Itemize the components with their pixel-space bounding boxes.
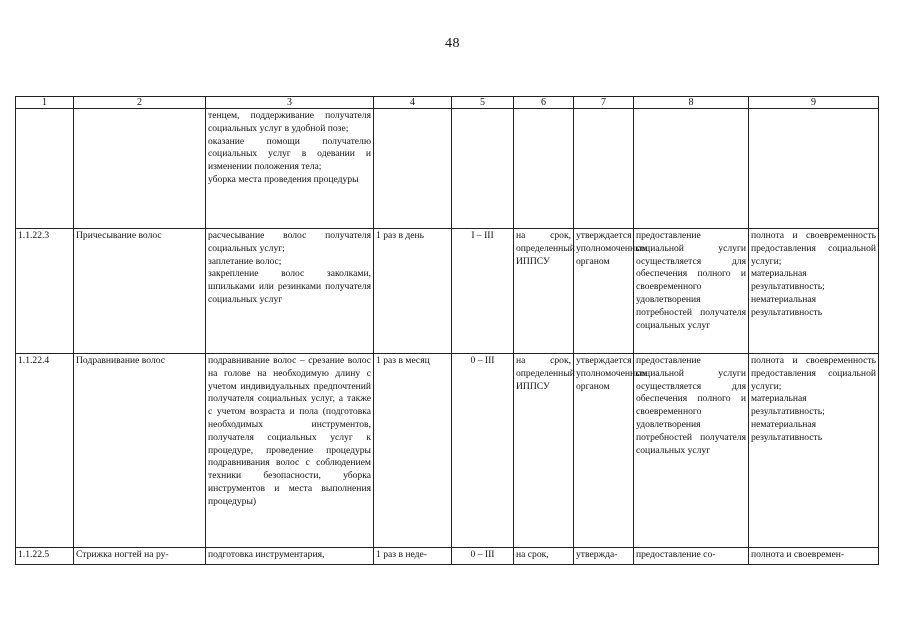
service-term: на срок, [514,548,574,565]
service-volume: 1 раз в день [374,229,452,354]
recipient-group: 0 – III [452,354,514,548]
table-cell [574,109,634,229]
column-number: 4 [374,97,452,109]
recipient-group: 0 – III [452,548,514,565]
service-term: на срок, определенный ИППСУ [514,354,574,548]
recipient-group: I – III [452,229,514,354]
table-row [16,548,879,565]
service-term: на срок, определенный ИППСУ [514,229,574,354]
service-code: 1.1.22.3 [16,229,74,354]
table-row [16,229,879,354]
table-cell [634,109,749,229]
service-conditions: предоставление со- [634,548,749,565]
table-cell [514,109,574,229]
table-cell [74,109,206,229]
table-cell [16,109,74,229]
service-content: подравнивание волос – срезание волос на голове на необходимую длину с учетом индивидуальных предпочтений получателя социальных услуг, а также с учетом возраста и пола (подготовка необходимых инструментов, получателя социальных услуг к процедуре, проведение процедуры подравнивания волос с соблюдением техники безопасности, уборка инструментов и места выполнения процедуры) [206,354,374,548]
service-tariff: утверждается уполномоченным органом [574,229,634,354]
quality-indicators: полнота и своевременность предоставления социальной услуги; материальная результативность; нематериальная результативность [749,229,879,354]
column-number: 3 [206,97,374,109]
service-volume: 1 раз в месяц [374,354,452,548]
service-volume: 1 раз в неде- [374,548,452,565]
service-name: Причесывание волос [74,229,206,354]
column-number: 9 [749,97,879,109]
quality-indicators: полнота и своевременность предоставления социальной услуги; материальная результативность; нематериальная результативность [749,354,879,548]
service-conditions: предоставление социальной услуги осуществляется для обеспечения полного и своевременного удовлетворения потребностей получателя социальных услуг [634,354,749,548]
column-number: 8 [634,97,749,109]
service-conditions: предоставление социальной услуги осуществляется для обеспечения полного и своевременного удовлетворения потребностей получателя социальных услуг [634,229,749,354]
column-number: 7 [574,97,634,109]
services-table [15,96,879,565]
page-number: 48 [445,36,460,51]
service-tariff: утверждается уполномоченным органом [574,354,634,548]
service-name: Подравнивание волос [74,354,206,548]
table-cell [749,109,879,229]
column-number: 1 [16,97,74,109]
table-cell [452,109,514,229]
service-code: 1.1.22.5 [16,548,74,565]
service-name: Стрижка ногтей на ру- [74,548,206,565]
service-tariff: утвержда- [574,548,634,565]
service-content: подготовка инструментария, [206,548,374,565]
column-number: 2 [74,97,206,109]
table-row [16,354,879,548]
service-content-continued: тенцем, поддерживание получателя социальных услуг в удобной позе; оказание помощи получателю социальных услуг в одевании и изменении положения тела; уборка места проведения процедуры [206,109,374,229]
quality-indicators: полнота и своевремен- [749,548,879,565]
continuation-row [16,109,879,229]
service-content: расчесывание волос получателя социальных услуг; заплетание волос; закрепление волос заколками, шпильками или резинками получателя социальных услуг [206,229,374,354]
column-number-row [16,97,879,109]
service-code: 1.1.22.4 [16,354,74,548]
column-number: 6 [514,97,574,109]
table-cell [374,109,452,229]
column-number: 5 [452,97,514,109]
